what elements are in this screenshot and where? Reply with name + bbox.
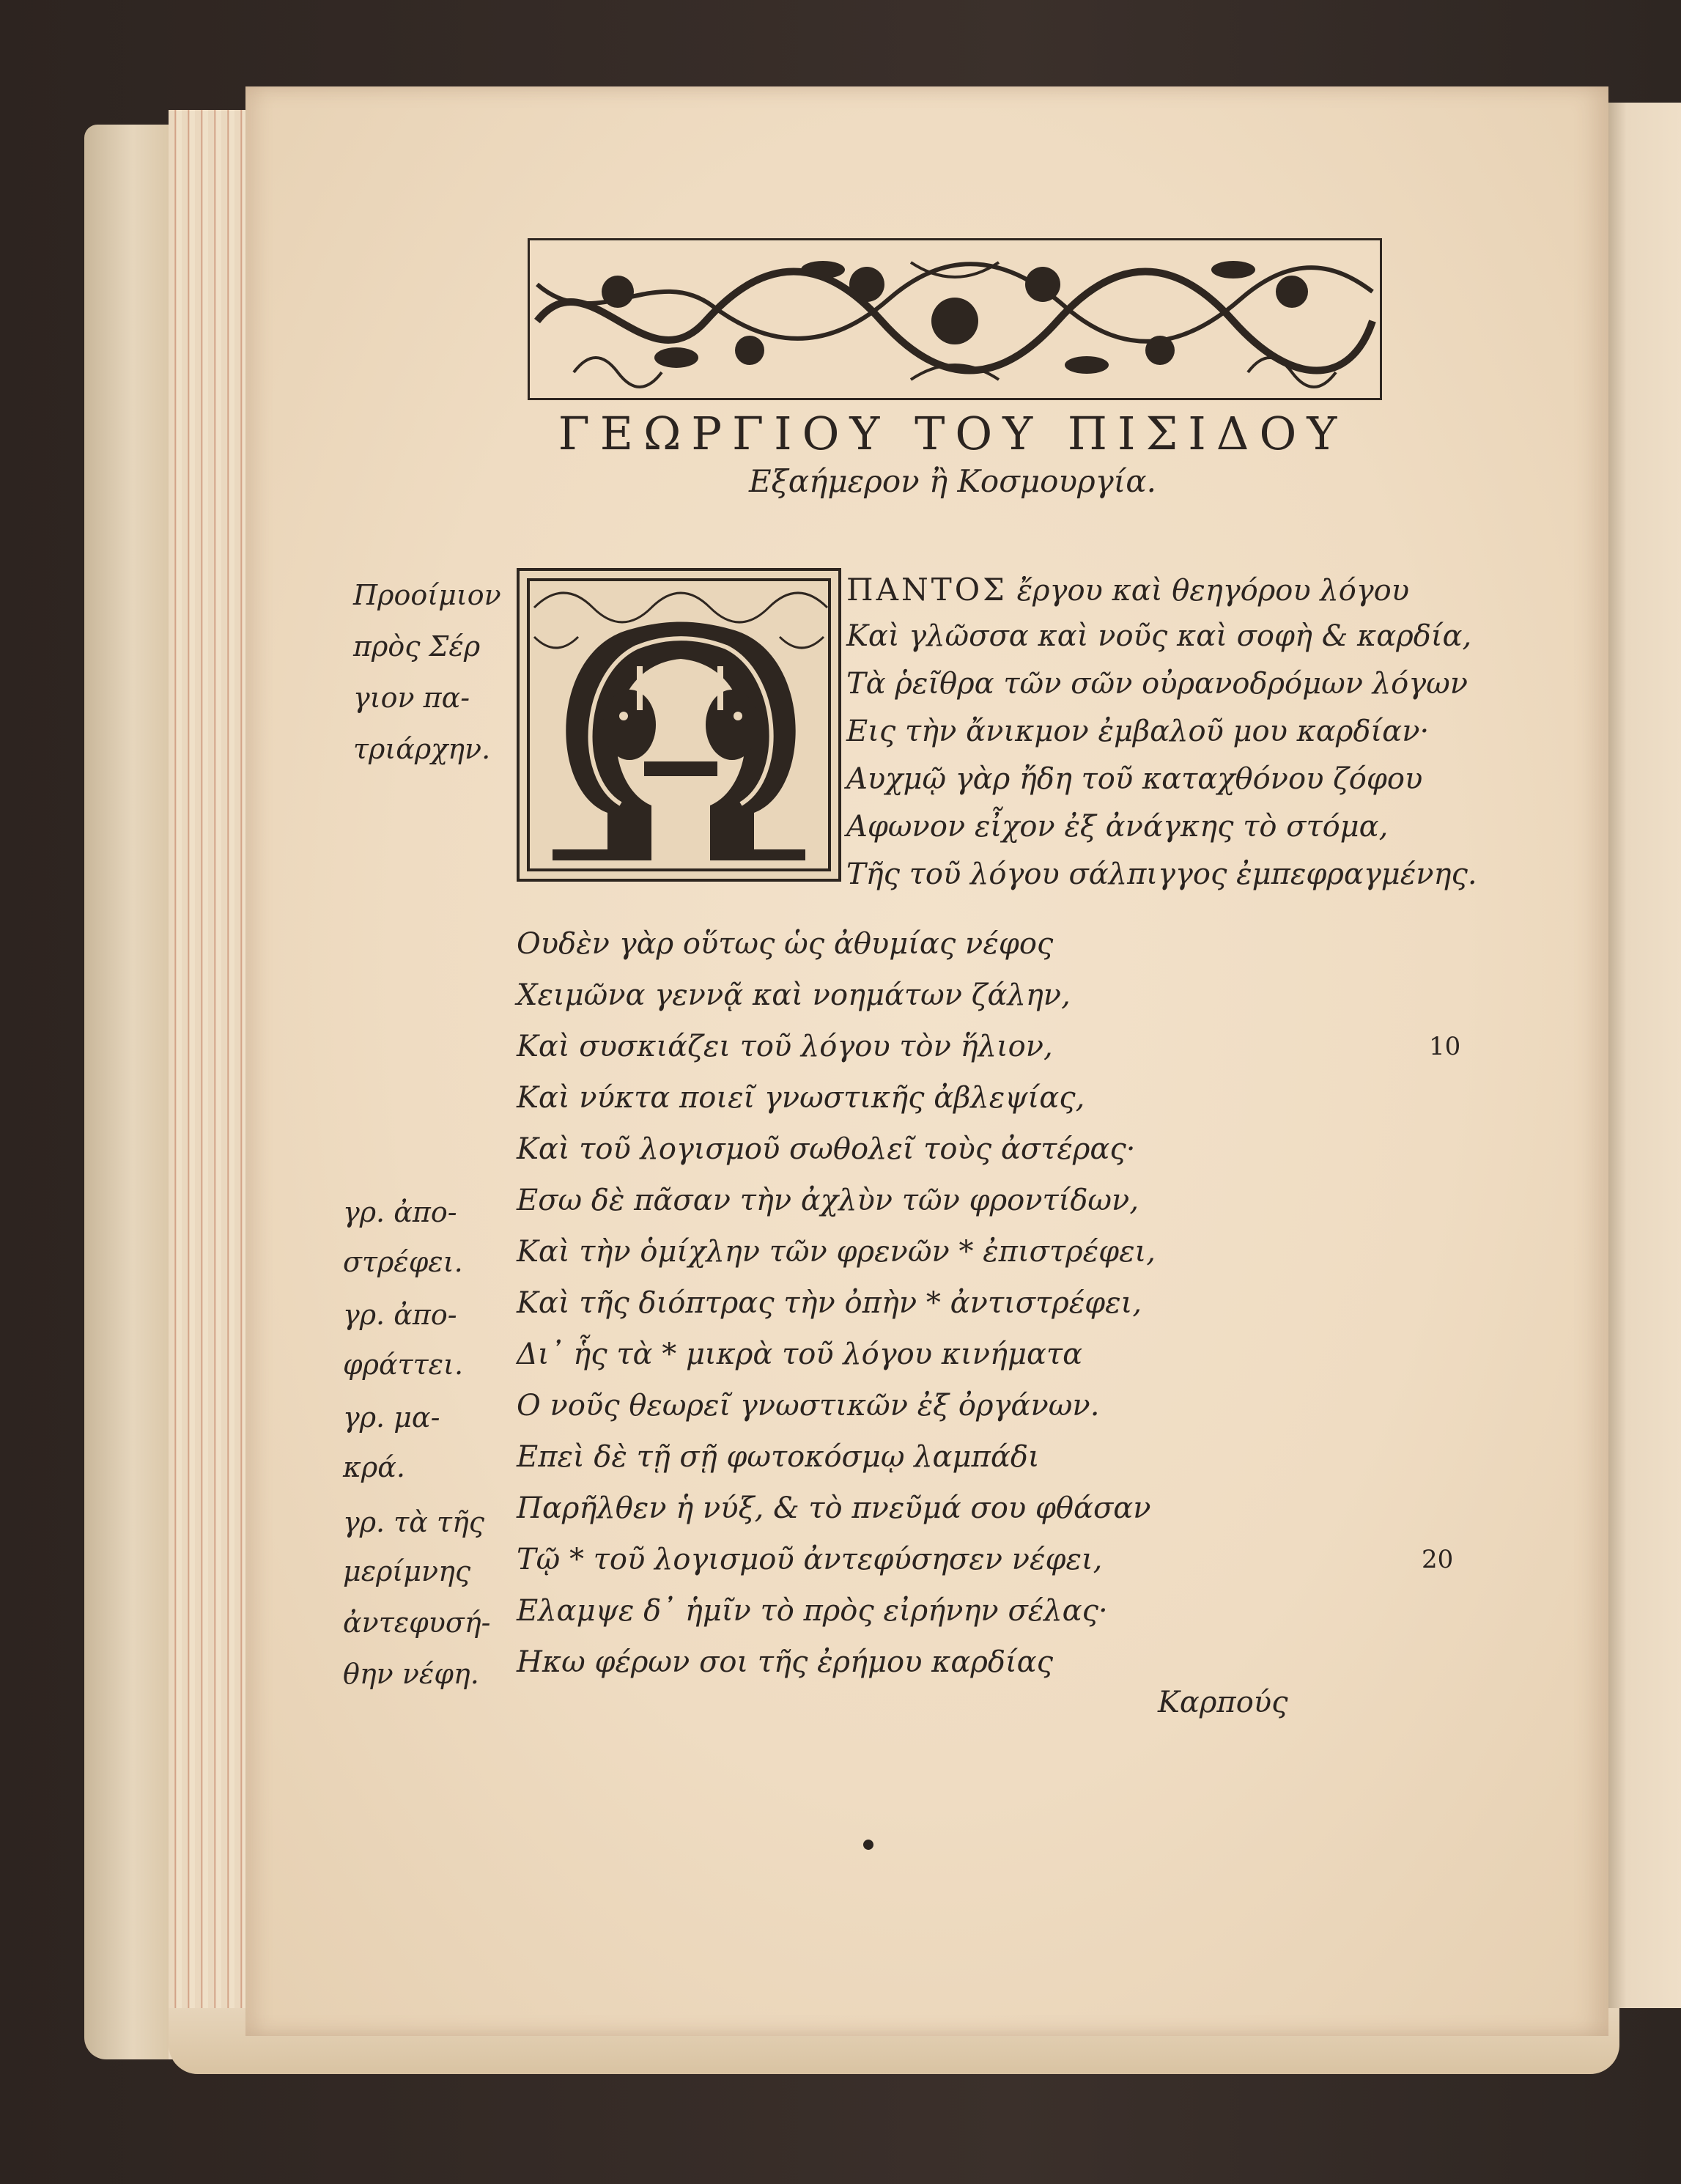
margin-note-line: μερίμνης bbox=[343, 1555, 471, 1587]
margin-note-line: Προοίμιον bbox=[353, 579, 501, 611]
margin-note-line: θην νέφη. bbox=[343, 1658, 479, 1690]
text-line-rest: ῥεῖθρα τῶν σῶν οὐρανοδρόμων λόγων bbox=[885, 667, 1468, 701]
text-line-rest: γλῶσσα καὶ νοῦς καὶ σοφὴ & καρδία, bbox=[899, 619, 1472, 653]
text-line-rest: ἔργου καὶ θεηγόρου λόγου bbox=[1007, 574, 1410, 608]
margin-note-line: ἀντεφυσή- bbox=[343, 1606, 491, 1639]
margin-note-line: πρὸς Σέρ bbox=[353, 630, 481, 663]
text-line-first-word: Τὰ bbox=[846, 667, 886, 701]
text-line-first-word: Τῆς bbox=[846, 857, 901, 891]
text-line bbox=[846, 572, 1409, 608]
margin-note-line: γρ. τὰ τῆς bbox=[343, 1506, 485, 1538]
woodcut-initial-omega bbox=[517, 568, 841, 882]
text-line bbox=[846, 667, 1468, 701]
line-number: 20 bbox=[1422, 1545, 1454, 1574]
catchword: Καρπούς bbox=[1158, 1686, 1288, 1719]
line-number: 10 bbox=[1429, 1032, 1461, 1061]
page-subtitle: Εξαήμερον ἢ Κοσμουργία. bbox=[749, 463, 1156, 499]
margin-note-line: τριάρχην. bbox=[353, 733, 491, 765]
margin-note-line: γρ. ἀπο- bbox=[343, 1299, 457, 1331]
text-line-first-word: Αφωνον bbox=[846, 810, 966, 844]
floral-headpiece-ornament bbox=[528, 238, 1382, 400]
text-line bbox=[846, 857, 1477, 891]
text-line-rest: εἶχον ἐξ ἀνάγκης τὸ στόμα, bbox=[965, 810, 1389, 844]
text-line: Επεὶ δὲ τῇ σῇ φωτοκόσμῳ λαμπάδι bbox=[517, 1440, 1040, 1474]
margin-note-line: κρά. bbox=[343, 1451, 405, 1483]
text-line-first-word: Αυχμῷ bbox=[846, 762, 947, 796]
text-line-first-word: Καὶ bbox=[846, 619, 900, 653]
text-line: Ελαμψε δ᾽ ἡμῖν τὸ πρὸς εἰρήνην σέλας· bbox=[517, 1594, 1108, 1628]
text-line-rest: τοῦ λόγου σάλπιγγος ἐμπεφραγμένης. bbox=[900, 857, 1477, 891]
facing-page-gutter bbox=[1603, 103, 1681, 2008]
text-line: Τῷ * τοῦ λογισμοῦ ἀντεφύσησεν νέφει, bbox=[517, 1543, 1103, 1576]
page-edges bbox=[169, 110, 249, 2059]
text-line bbox=[846, 715, 1429, 748]
text-line-first-word: Εις bbox=[846, 715, 896, 748]
text-line bbox=[846, 619, 1471, 653]
margin-note-line: γρ. μα- bbox=[343, 1401, 440, 1434]
text-line: Καὶ τοῦ λογισμοῦ σωθολεῖ τοὺς ἀστέρας· bbox=[517, 1132, 1136, 1166]
text-line: Ηκω φέρων σοι τῆς ἐρήμου καρδίας bbox=[517, 1645, 1054, 1679]
page-title: ΓΕΩΡΓΙΟΥ ΤΟΥ ΠΙΣΙΔΟΥ bbox=[558, 407, 1348, 460]
margin-note-line: φράττει. bbox=[343, 1349, 464, 1381]
text-line-rest: τὴν ἄνικμον ἐμβαλοῦ μου καρδίαν· bbox=[895, 715, 1430, 748]
text-line: Καὶ συσκιάζει τοῦ λόγου τὸν ἥλιον, bbox=[517, 1030, 1053, 1063]
text-line: Παρῆλθεν ἡ νύξ, & τὸ πνεῦμά σου φθάσαν bbox=[517, 1491, 1151, 1525]
text-line: Ουδὲν γὰρ οὕτως ὡς ἀθυμίας νέφος bbox=[517, 927, 1054, 961]
text-line: Εσω δὲ πᾶσαν τὴν ἀχλὺν τῶν φροντίδων, bbox=[517, 1184, 1139, 1217]
text-line: Δι᾽ ἧς τὰ * μικρὰ τοῦ λόγου κινήματα bbox=[517, 1338, 1083, 1371]
text-line-rest: γὰρ ἤδη τοῦ καταχθόνου ζόφου bbox=[946, 762, 1423, 796]
margin-note-line: στρέφει. bbox=[343, 1246, 463, 1278]
text-line: Καὶ τῆς διόπτρας τὴν ὀπὴν * ἀντιστρέφει, bbox=[517, 1286, 1142, 1320]
text-line: Καὶ τὴν ὁμίχλην τῶν φρενῶν * ἐπιστρέφει, bbox=[517, 1235, 1156, 1269]
text-line bbox=[846, 762, 1422, 796]
text-line: Καὶ νύκτα ποιεῖ γνωστικῆς ἀβλεψίας, bbox=[517, 1081, 1085, 1115]
text-line: Χειμῶνα γεννᾷ καὶ νοημάτων ζάλην, bbox=[517, 978, 1071, 1012]
margin-note-line: γρ. ἀπο- bbox=[343, 1196, 457, 1228]
text-line bbox=[846, 810, 1388, 844]
text-line-first-word: ΠΑΝΤΟΣ bbox=[846, 572, 1008, 608]
text-line: Ο νοῦς θεωρεῖ γνωστικῶν ἐξ ὀργάνων. bbox=[517, 1389, 1100, 1423]
margin-note-line: γιον πα- bbox=[353, 682, 470, 714]
